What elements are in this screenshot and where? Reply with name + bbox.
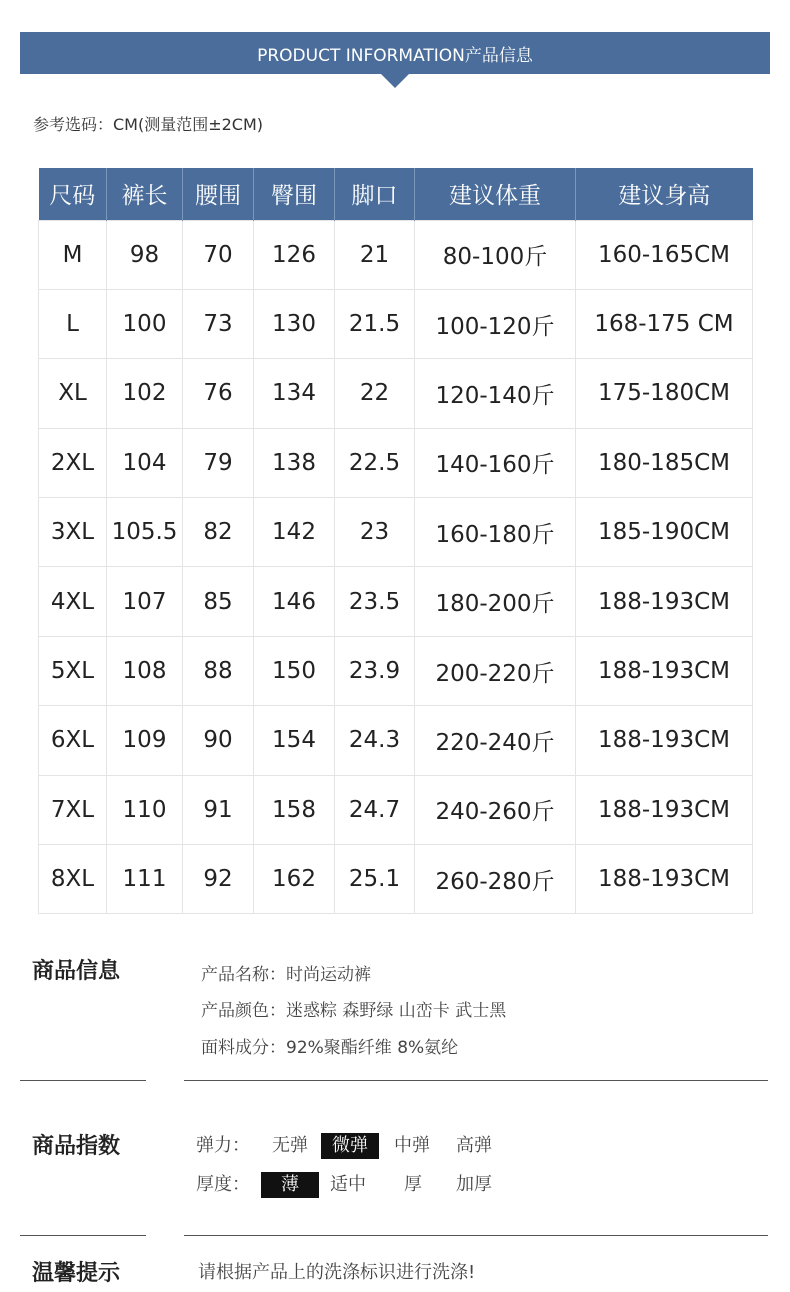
- table-cell: 82: [183, 498, 254, 567]
- table-cell: 138: [254, 428, 335, 497]
- table-cell: 22: [335, 359, 415, 428]
- table-cell: 21.5: [335, 289, 415, 358]
- elasticity-option-slight: 微弹: [321, 1133, 379, 1159]
- table-cell: 6XL: [39, 706, 107, 775]
- table-cell: 175-180CM: [576, 359, 753, 428]
- table-cell: 23: [335, 498, 415, 567]
- table-row: [39, 636, 753, 705]
- table-cell: 2XL: [39, 428, 107, 497]
- table-cell: 24.7: [335, 775, 415, 844]
- table-cell: 76: [183, 359, 254, 428]
- table-cell: 23.5: [335, 567, 415, 636]
- table-cell: 168-175 CM: [576, 289, 753, 358]
- divider: [20, 1235, 146, 1236]
- table-cell: 91: [183, 775, 254, 844]
- table-cell: 73: [183, 289, 254, 358]
- table-row: [39, 775, 753, 844]
- table-header-cell: 建议体重: [415, 168, 576, 220]
- thickness-option-medium: 适中: [330, 1174, 366, 1195]
- size-note: 参考选码：CM(测量范围±2CM): [33, 115, 264, 134]
- product-index-title: 商品指数: [32, 1134, 121, 1159]
- tips-text: 请根据产品上的洗涤标识进行洗涤!: [198, 1262, 476, 1283]
- table-cell: 92: [183, 845, 254, 914]
- table-cell: L: [39, 289, 107, 358]
- divider: [20, 1080, 146, 1081]
- table-header-cell: 脚口: [335, 168, 415, 220]
- table-cell: 240-260斤: [415, 775, 576, 844]
- table-cell: 188-193CM: [576, 706, 753, 775]
- table-cell: 154: [254, 706, 335, 775]
- table-cell: 140-160斤: [415, 428, 576, 497]
- table-body: [39, 220, 753, 914]
- table-cell: 23.9: [335, 636, 415, 705]
- product-fabric-line: 面料成分：92%聚酯纤维 8%氨纶: [201, 1038, 459, 1058]
- table-cell: 126: [254, 220, 335, 289]
- table-cell: 105.5: [107, 498, 183, 567]
- table-cell: 79: [183, 428, 254, 497]
- table-cell: 146: [254, 567, 335, 636]
- table-cell: 130: [254, 289, 335, 358]
- table-header-cell: 臀围: [254, 168, 335, 220]
- table-cell: 180-185CM: [576, 428, 753, 497]
- table-cell: 104: [107, 428, 183, 497]
- table-cell: 160-165CM: [576, 220, 753, 289]
- divider: [184, 1235, 768, 1236]
- table-cell: 188-193CM: [576, 636, 753, 705]
- table-header-cell: 腰围: [183, 168, 254, 220]
- table-header-cell: 尺码: [39, 168, 107, 220]
- table-cell: 24.3: [335, 706, 415, 775]
- elasticity-option-medium: 中弹: [394, 1135, 430, 1156]
- table-cell: 107: [107, 567, 183, 636]
- table-row: [39, 220, 753, 289]
- product-color-line: 产品颜色：迷惑粽 森野绿 山峦卡 武士黑: [201, 1001, 507, 1021]
- table-cell: 25.1: [335, 845, 415, 914]
- table-cell: 7XL: [39, 775, 107, 844]
- table-header-cell: 裤长: [107, 168, 183, 220]
- divider: [184, 1080, 768, 1081]
- table-cell: 134: [254, 359, 335, 428]
- table-cell: 70: [183, 220, 254, 289]
- tips-title: 温馨提示: [32, 1261, 121, 1286]
- table-cell: 21: [335, 220, 415, 289]
- table-row: [39, 428, 753, 497]
- table-cell: 200-220斤: [415, 636, 576, 705]
- table-cell: 4XL: [39, 567, 107, 636]
- table-cell: 188-193CM: [576, 845, 753, 914]
- table-cell: 108: [107, 636, 183, 705]
- thickness-label: 厚度：: [196, 1174, 250, 1195]
- table-row: [39, 706, 753, 775]
- table-header-cell: 建议身高: [576, 168, 753, 220]
- table-cell: 102: [107, 359, 183, 428]
- banner: [20, 32, 770, 74]
- thickness-option-thin: 薄: [261, 1172, 319, 1198]
- thickness-option-extra-thick: 加厚: [456, 1174, 492, 1195]
- table-cell: 22.5: [335, 428, 415, 497]
- table-row: [39, 289, 753, 358]
- table-cell: 100-120斤: [415, 289, 576, 358]
- table-row: [39, 498, 753, 567]
- table-header-row: [39, 168, 753, 220]
- thickness-option-thick: 厚: [404, 1174, 422, 1195]
- table-cell: 88: [183, 636, 254, 705]
- elasticity-label: 弹力：: [196, 1135, 250, 1156]
- table-cell: 120-140斤: [415, 359, 576, 428]
- table-cell: 98: [107, 220, 183, 289]
- table-cell: 90: [183, 706, 254, 775]
- table-cell: 185-190CM: [576, 498, 753, 567]
- banner-arrow-icon: [381, 74, 409, 88]
- table-cell: 162: [254, 845, 335, 914]
- table-row: [39, 567, 753, 636]
- table-cell: 188-193CM: [576, 567, 753, 636]
- table-cell: 85: [183, 567, 254, 636]
- banner-title: PRODUCT INFORMATION产品信息: [257, 45, 533, 66]
- table-cell: 8XL: [39, 845, 107, 914]
- table-cell: 111: [107, 845, 183, 914]
- table-cell: 158: [254, 775, 335, 844]
- table-cell: 160-180斤: [415, 498, 576, 567]
- product-info-title: 商品信息: [32, 959, 121, 984]
- table-cell: 180-200斤: [415, 567, 576, 636]
- table-cell: 5XL: [39, 636, 107, 705]
- table-cell: 80-100斤: [415, 220, 576, 289]
- table-cell: 110: [107, 775, 183, 844]
- table-cell: M: [39, 220, 107, 289]
- product-name-line: 产品名称：时尚运动裤: [201, 965, 371, 985]
- table-row: [39, 359, 753, 428]
- size-table: [38, 168, 753, 914]
- table-cell: 150: [254, 636, 335, 705]
- table-row: [39, 845, 753, 914]
- table-cell: 3XL: [39, 498, 107, 567]
- table-cell: 142: [254, 498, 335, 567]
- table-cell: 109: [107, 706, 183, 775]
- table-cell: 100: [107, 289, 183, 358]
- table-cell: 260-280斤: [415, 845, 576, 914]
- table-cell: 188-193CM: [576, 775, 753, 844]
- table-cell: XL: [39, 359, 107, 428]
- table-cell: 220-240斤: [415, 706, 576, 775]
- elasticity-option-high: 高弹: [456, 1135, 492, 1156]
- elasticity-option-none: 无弹: [272, 1135, 308, 1156]
